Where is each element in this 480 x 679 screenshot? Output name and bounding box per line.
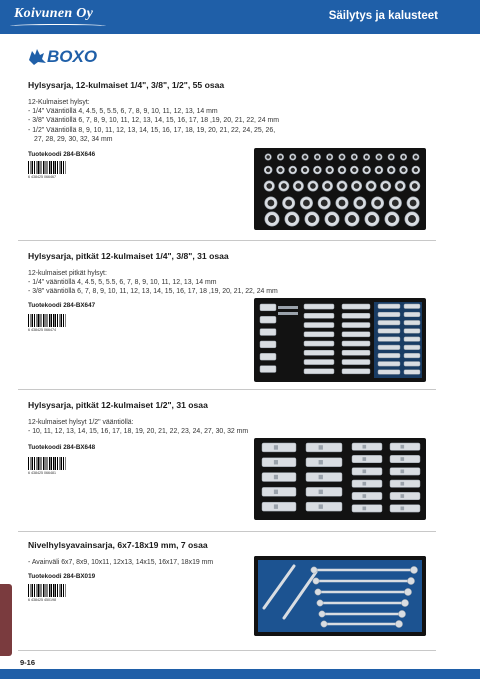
socket-hole [328,155,332,159]
socket-band [319,504,323,508]
socket-band [401,470,405,474]
socket-hole [266,168,270,172]
desc-line: - 1/4" Vääntiöllä 4, 4.5, 5, 5.5, 6, 7, 8, 9, 10, 11, 12, 13, 14 mm [28,108,218,116]
barcode-number: 6 438425 066467 [28,175,56,179]
long-socket [378,353,400,358]
product-2 [28,251,438,332]
socket-band [274,460,278,464]
long-socket [262,502,296,511]
socket-band [401,482,405,486]
long-socket [378,304,400,309]
chapter-tab [0,584,12,656]
long-socket [306,458,342,467]
long-socket [404,337,420,342]
long-socket [342,304,370,309]
long-socket [378,370,400,375]
socket-hole [402,155,406,159]
product-3 [28,400,438,475]
long-socket [352,443,382,450]
socket-hole [397,183,403,189]
long-socket [306,473,342,482]
long-socket [352,505,382,512]
wrench-head [315,589,321,595]
long-socket [352,492,382,499]
socket-hole [268,215,276,223]
wrench-head [398,610,405,617]
barcode [28,161,66,174]
socket-hole [354,183,360,189]
divider [18,650,436,651]
long-socket [260,316,276,323]
wrench-head [311,567,317,573]
socket-band [363,482,367,486]
wrench-head [410,566,417,573]
socket-hole [348,215,356,223]
socket-hole [279,155,283,159]
socket-hole [340,168,344,172]
long-socket [304,332,334,337]
desc-line: - 10, 11, 12, 13, 14, 15, 16, 17, 18, 19, 20, 21, 22, 23, 24, 27, 30, 32 mm [28,428,249,436]
barcode [28,457,66,470]
desc-line: - Avainväli 6x7, 8x9, 10x11, 12x13, 14x15, 16x17, 18x19 mm [28,559,214,566]
brand-logo: Koivunen Oy [14,6,94,21]
desc-line: 27, 28, 29, 30, 32, 34 mm [34,135,113,143]
wrench-head [321,621,327,627]
long-socket [390,455,420,462]
socket-hole [315,168,319,172]
long-socket [352,480,382,487]
socket-hole [303,168,307,172]
long-socket [378,362,400,367]
socket-band [363,494,367,498]
boxo-wolf-icon [29,49,46,65]
desc-line: - 1/4" vääntiöllä 4, 4.5, 5, 5.5, 6, 7, 8, 9, 10, 11, 12, 13, 14 mm [28,279,217,287]
divider [18,531,436,532]
socket-hole [408,215,416,223]
long-socket [306,502,342,511]
product-image-1 [254,148,426,230]
section-title: Säilytys ja kalusteet [328,10,438,22]
socket-hole [266,155,270,159]
long-socket [390,443,420,450]
long-socket [342,341,370,346]
product-description [28,418,438,436]
socket-hole [392,200,399,207]
socket-hole [291,168,295,172]
long-socket [304,369,334,374]
long-socket [342,332,370,337]
socket-hole [383,183,389,189]
product-title: Nivelhylsyavainsarja, 6x7-18x19 mm, 7 osaa [28,540,208,550]
socket-hole [401,168,405,172]
footer-bar [0,669,480,679]
product-1 [28,80,438,179]
long-socket [404,353,420,358]
socket-hole [388,215,396,223]
long-socket [342,350,370,355]
long-socket [404,329,420,334]
socket-hole [368,183,374,189]
socket-hole [328,215,336,223]
long-socket [404,370,420,375]
socket-hole [356,200,363,207]
boxo-logo [28,45,118,67]
long-socket [378,337,400,342]
extension-bar [278,312,298,315]
long-socket-tray-31 [254,298,426,382]
socket-hole [310,183,316,189]
socket-hole [291,155,295,159]
brand-swoosh [10,24,106,28]
socket-hole [296,183,302,189]
product-title: Hylsysarja, 12-kulmaiset 1/4", 3/8", 1/2", 55 osaa [28,80,225,90]
socket-hole [414,155,418,159]
socket-band [401,457,405,461]
barcode-number: 6 438425 066481 [28,471,56,475]
desc-line: - 3/8" vääntiöllä 6, 7, 8, 9, 10, 11, 12, 13, 14, 15, 16, 17, 18 ,19, 20, 21, 22, 24 mm [28,288,278,296]
long-socket [342,313,370,318]
long-socket [304,304,334,309]
socket-band [363,470,367,474]
product-title: Hylsysarja, pitkät 12-kulmaiset 1/4", 3/8", 31 osaa [28,251,229,261]
boxo-logo-text: BOXO [47,47,98,66]
desc-line: - 1/2" Vääntiöllä 8, 9, 10, 11, 12, 13, 14, 15, 16, 17, 18, 19, 20, 21, 22, 24, 25, 26, [28,126,276,134]
socket-hole [410,200,417,207]
socket-hole [288,215,296,223]
product-code: Tuotekoodi 284-BX019 [28,573,96,580]
long-socket [404,304,420,309]
flex-wrench-tray [254,556,426,636]
long-socket [306,487,342,496]
long-socket [306,443,342,452]
socket-band [401,507,405,511]
socket-hole [377,155,381,159]
divider [18,389,436,390]
wrench-head [404,588,411,595]
socket-hole [303,200,310,207]
desc-line: 12-Kulmaiset hylsyt: [28,99,90,106]
socket-hole [325,183,331,189]
long-socket [342,323,370,328]
socket-hole [281,183,287,189]
socket-hole [377,168,381,172]
long-socket [378,345,400,350]
wrench-head [319,611,325,617]
socket-hole [267,200,274,207]
socket-hole [278,168,282,172]
socket-hole [412,183,418,189]
desc-line: 12-kulmaiset pitkät hylsyt: [28,270,107,277]
wrench-head [401,599,408,606]
long-socket [390,468,420,475]
socket-tray-55 [254,148,426,230]
product-code: Tuotekoodi 284-BX647 [28,302,96,309]
socket-hole [340,155,344,159]
desc-line: - 3/8" Vääntiöllä 6, 7, 8, 9, 10, 11, 12, 13, 14, 15, 16, 17, 18 ,19, 20, 21, 22, 24 mm [28,117,279,125]
wrench-head [317,600,323,606]
socket-hole [414,168,418,172]
socket-hole [327,168,331,172]
socket-hole [364,168,368,172]
long-socket [404,320,420,325]
socket-hole [303,155,307,159]
long-socket [260,329,276,336]
long-socket [342,369,370,374]
long-socket [390,505,420,512]
barcode [28,314,66,327]
long-socket [378,312,400,317]
long-socket [304,360,334,365]
socket-band [274,445,278,449]
wrench-head [407,577,414,584]
socket-band [319,445,323,449]
product-title: Hylsysarja, pitkät 12-kulmaiset 1/2", 31 osaa [28,400,208,410]
product-image-3 [254,438,426,520]
socket-hole [389,168,393,172]
wrench-head [313,578,319,584]
long-socket [260,304,276,311]
divider [18,240,436,241]
socket-band [274,475,278,479]
long-socket [260,353,276,360]
long-socket [390,480,420,487]
long-socket [304,350,334,355]
product-description [28,98,438,144]
long-socket [342,360,370,365]
product-code: Tuotekoodi 284-BX648 [28,444,96,451]
long-socket [260,341,276,348]
long-socket [404,312,420,317]
socket-hole [308,215,316,223]
long-socket [352,455,382,462]
product-image-4 [254,556,426,636]
page-number: 9-16 [20,658,36,667]
socket-band [274,504,278,508]
socket-hole [374,200,381,207]
extension-bar [278,306,298,309]
socket-hole [368,215,376,223]
socket-band [401,494,405,498]
long-socket [304,313,334,318]
barcode-number: 6 438425 450198 [28,598,56,602]
socket-hole [339,183,345,189]
long-socket [390,492,420,499]
socket-band [319,460,323,464]
socket-band [363,445,367,449]
socket-band [363,507,367,511]
long-socket [304,341,334,346]
wrench-head [395,620,402,627]
socket-hole [316,155,320,159]
long-socket [262,458,296,467]
product-code: Tuotekoodi 284-BX646 [28,151,96,158]
socket-band [363,457,367,461]
socket-hole [339,200,346,207]
long-socket [378,320,400,325]
socket-hole [321,200,328,207]
product-image-2 [254,298,426,382]
socket-hole [389,155,393,159]
long-socket [352,468,382,475]
barcode [28,584,66,597]
socket-band [274,490,278,494]
socket-hole [285,200,292,207]
barcode-number: 6 438425 066474 [28,328,56,332]
long-socket [404,362,420,367]
desc-line: 12-kulmaiset hylsyt 1/2" vääntiöllä: [28,419,134,426]
socket-hole [352,168,356,172]
product-description [28,269,438,297]
header-bar [0,0,480,34]
long-socket [378,329,400,334]
long-socket [262,487,296,496]
socket-band [319,475,323,479]
long-socket [304,323,334,328]
long-socket [262,443,296,452]
long-socket-tray-half-inch [254,438,426,520]
socket-hole [365,155,369,159]
long-socket [260,366,276,373]
socket-band [401,445,405,449]
socket-band [319,490,323,494]
socket-hole [266,183,272,189]
socket-hole [353,155,357,159]
long-socket [404,345,420,350]
long-socket [262,473,296,482]
